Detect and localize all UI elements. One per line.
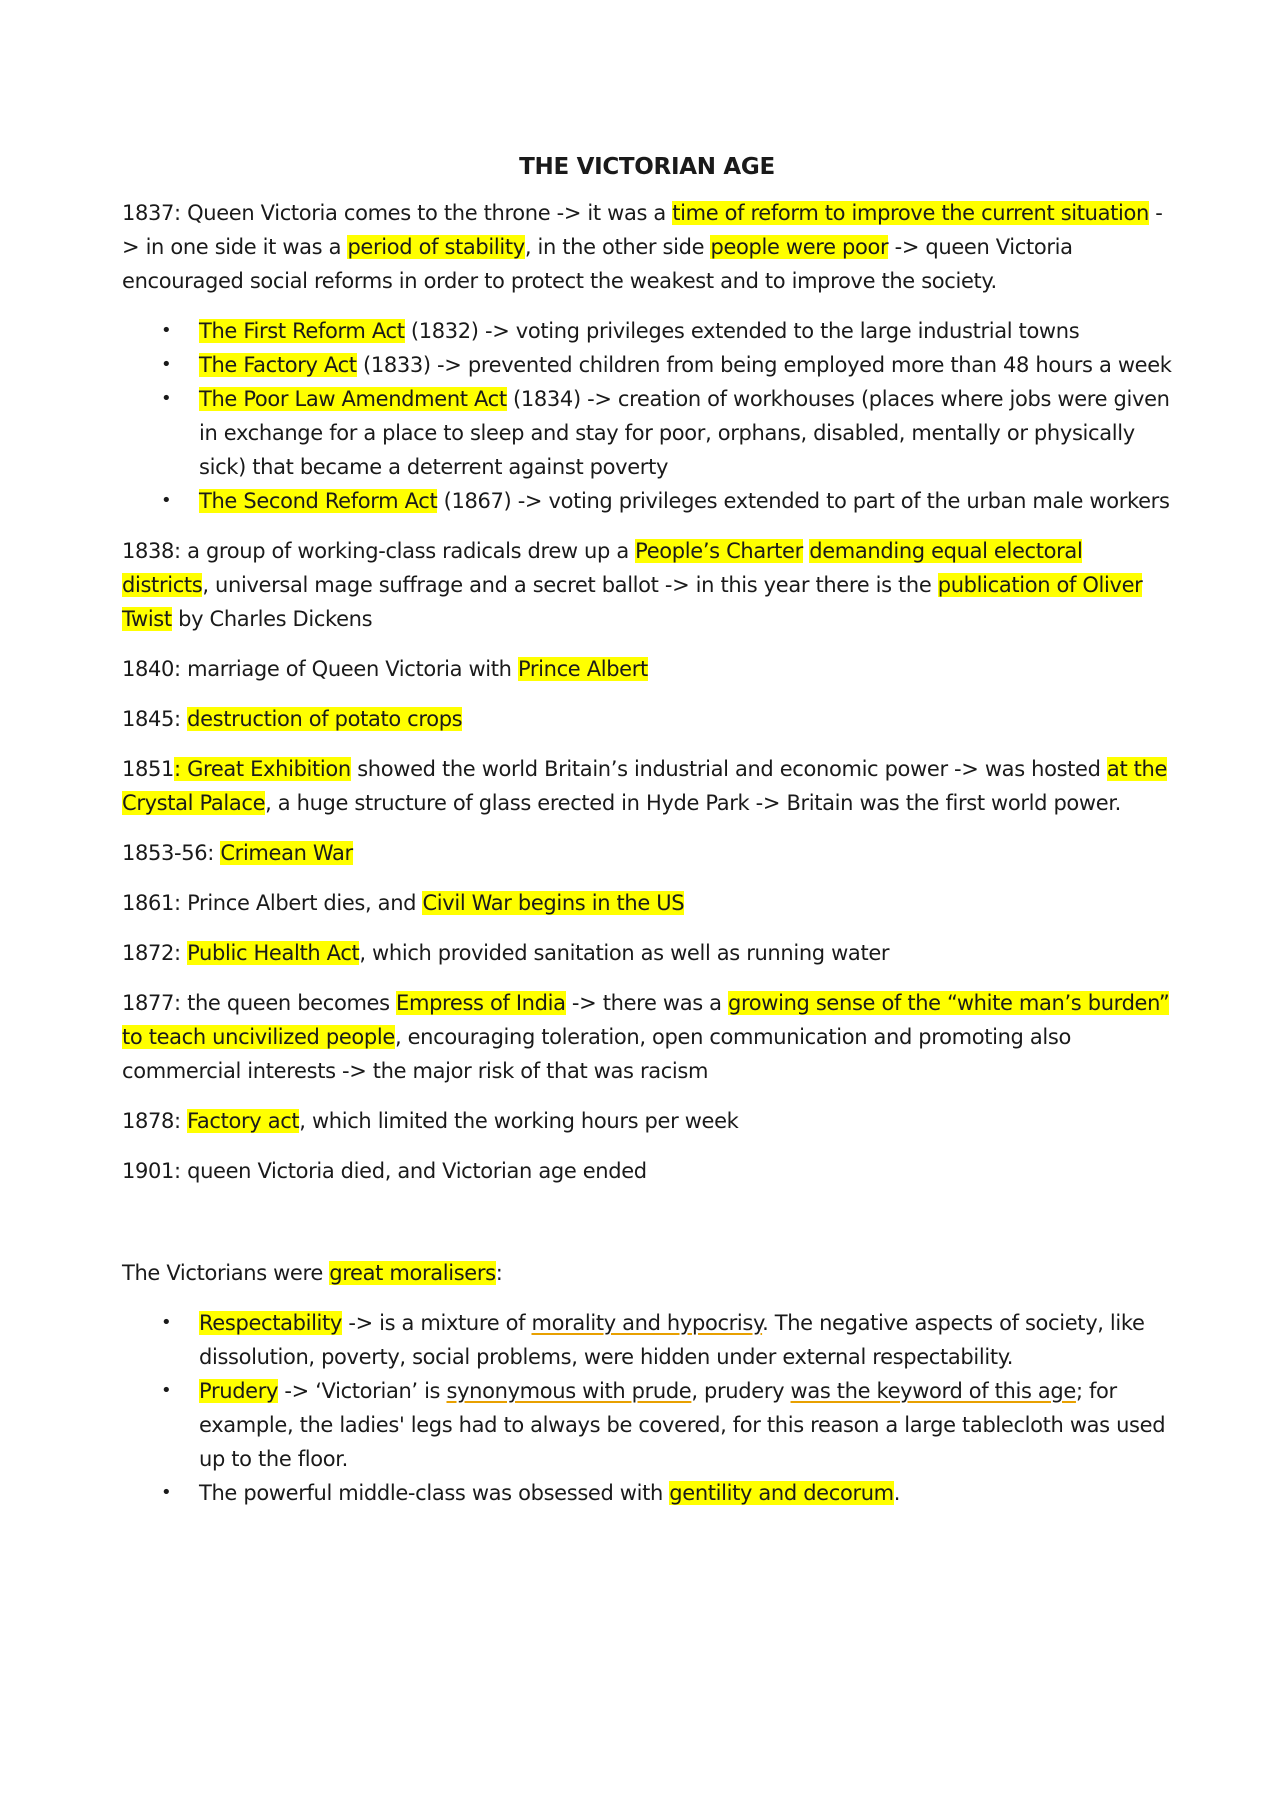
highlight: Prudery [199, 1379, 279, 1403]
highlight: The Second Reform Act [199, 489, 438, 513]
highlight: Crimean War [220, 841, 353, 865]
bullet-icon: • [161, 320, 172, 341]
text: -> in one side it was a [122, 201, 1163, 259]
text: 1840: marriage of Queen Victoria with [122, 657, 518, 681]
paragraph-1872 [122, 936, 1172, 970]
text: . The negative aspects of society, like dissolution, poverty, social problems, were hidden under external respectability. [199, 1311, 1145, 1369]
text: by Charles Dickens [171, 607, 373, 631]
list-item [161, 314, 1172, 348]
highlight: demanding equal electoral districts [122, 539, 1083, 597]
text: -> there was a [565, 991, 728, 1015]
paragraph-moralisers [122, 1256, 1172, 1290]
highlight: Empress of India [396, 991, 566, 1015]
bullet-icon: • [161, 1312, 172, 1333]
bullet-icon: • [161, 354, 172, 375]
bullet-icon: • [161, 490, 172, 511]
underlined-text: synonymous with prude [446, 1379, 692, 1403]
text: 1877: the queen becomes [122, 991, 397, 1015]
paragraph-1838 [122, 534, 1172, 636]
bullet-icon: • [161, 1482, 172, 1503]
document-body [122, 150, 1172, 1526]
paragraph-1853 [122, 836, 1172, 870]
text: (1833) -> prevented children from being employed more than 48 hours a week [356, 353, 1172, 377]
paragraph-1837 [122, 196, 1172, 298]
text: , which limited the working hours per week [299, 1109, 739, 1133]
text: -> is a mixture of [342, 1311, 532, 1335]
text: 1872: [122, 941, 188, 965]
highlight: great moralisers [329, 1261, 496, 1285]
paragraph-1901 [122, 1154, 1172, 1188]
text: 1901: queen Victoria died, and Victorian age ended [122, 1159, 647, 1183]
highlight: People’s Charter [635, 539, 803, 563]
highlight: The Poor Law Amendment Act [199, 387, 507, 411]
document-title: THE VICTORIAN AGE [519, 154, 775, 180]
text: : [495, 1261, 503, 1285]
text: The Victorians were [122, 1261, 330, 1285]
highlight: time of reform to improve the current situation [672, 201, 1149, 225]
paragraph-1851 [122, 752, 1172, 820]
highlight: Respectability [199, 1311, 343, 1335]
text: 1851 [122, 757, 175, 781]
highlight: period of stability [347, 235, 525, 259]
text: , in the other side [524, 235, 711, 259]
text: , prudery [691, 1379, 791, 1403]
underlined-text: morality and hypocrisy [531, 1311, 763, 1335]
highlight: at the Crystal Palace [122, 757, 1168, 815]
text: showed the world Britain’s industrial and economic power -> was hosted [350, 757, 1107, 781]
text: (1834) -> creation of workhouses (places where jobs were given in exchange for a place to sleep and stay for poor, orphans, disabled, mentally or physically sick) that became a deterrent against poverty [199, 387, 1170, 479]
paragraph-1861 [122, 886, 1172, 920]
highlight: publication of Oliver Twist [122, 573, 1143, 631]
highlight: The First Reform Act [199, 319, 405, 343]
text: (1832) -> voting privileges extended to the large industrial towns [404, 319, 1080, 343]
text: 1861: Prince Albert dies, and [122, 891, 423, 915]
highlight: people were poor [710, 235, 889, 259]
highlight: : Great Exhibition [174, 757, 351, 781]
highlight: destruction of potato crops [187, 707, 463, 731]
highlight: growing sense of the “white man’s burden” to teach uncivilized people [122, 991, 1170, 1049]
paragraph-1845 [122, 702, 1172, 736]
text: 1838: a group of working-class radicals drew up a [122, 539, 636, 563]
highlight: Civil War begins in the US [422, 891, 685, 915]
list-item [161, 348, 1172, 382]
moral-list [122, 1306, 1172, 1510]
text: The powerful middle-class was obsessed with [199, 1481, 670, 1505]
text: -> ‘Victorian’ is [278, 1379, 447, 1403]
paragraph-1840 [122, 652, 1172, 686]
text: -> queen Victoria encouraged social reforms in order to protect the weakest and to improve the society. [122, 235, 1073, 293]
highlight: Factory act [187, 1109, 300, 1133]
reforms-list [122, 314, 1172, 518]
text: 1837: Queen Victoria comes to the throne -> it was a [122, 201, 673, 225]
highlight: The Factory Act [199, 353, 357, 377]
text: , which provided sanitation as well as running water [359, 941, 890, 965]
highlight: Public Health Act [187, 941, 360, 965]
empty-line [122, 1204, 1172, 1256]
paragraph-1877 [122, 986, 1172, 1088]
list-item [161, 382, 1172, 484]
text: . [893, 1481, 901, 1505]
text: , encouraging toleration, open communication and promoting also commercial interests -> the major risk of that was racism [122, 1025, 1071, 1083]
text: (1867) -> voting privileges extended to part of the urban male workers [437, 489, 1170, 513]
text: 1853-56: [122, 841, 221, 865]
highlight: gentility and decorum [669, 1481, 894, 1505]
list-item [161, 484, 1172, 518]
text: 1845: [122, 707, 188, 731]
bullet-icon: • [161, 388, 172, 409]
text: ; for example, the ladies' legs had to always be covered, for this reason a large tablecloth was used up to the floor. [199, 1379, 1166, 1471]
underlined-text: was the keyword of this age [790, 1379, 1076, 1403]
text: 1878: [122, 1109, 188, 1133]
text: , universal mage suffrage and a secret ballot -> in this year there is the [202, 573, 938, 597]
paragraph-1878 [122, 1104, 1172, 1138]
list-item [161, 1374, 1172, 1476]
text: , a huge structure of glass erected in Hyde Park -> Britain was the first world power. [265, 791, 1122, 815]
list-item [161, 1476, 1172, 1510]
list-item [161, 1306, 1172, 1374]
highlight: Prince Albert [517, 657, 648, 681]
bullet-icon: • [161, 1380, 172, 1401]
